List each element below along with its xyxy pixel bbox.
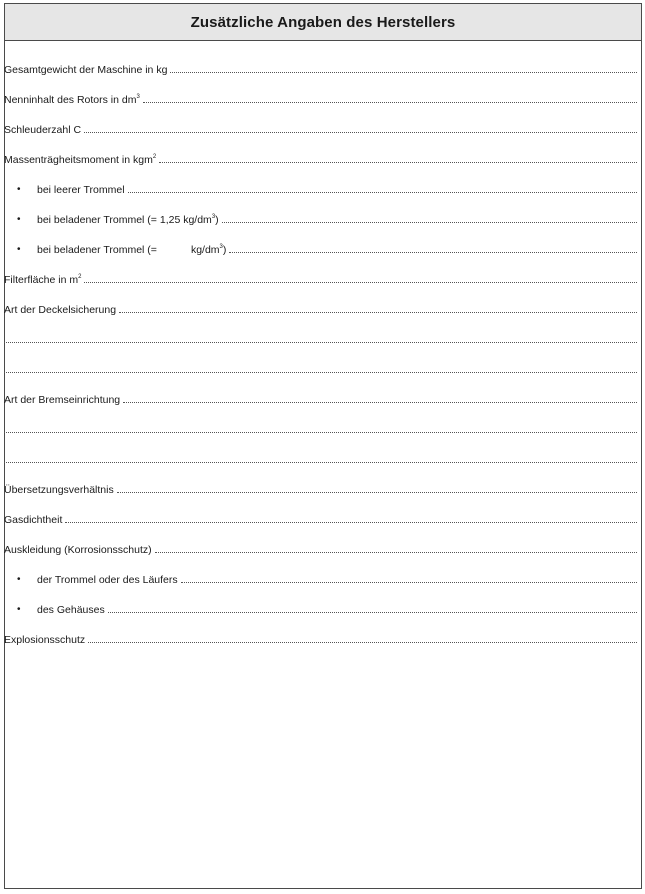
- field-deckelsicherung-continued[interactable]: [4, 330, 637, 346]
- field-label: bei leerer Trommel: [37, 184, 125, 196]
- field-bremseinrichtung-continued[interactable]: [4, 420, 637, 436]
- field-bremseinrichtung[interactable]: [4, 390, 637, 406]
- fill-line[interactable]: [119, 311, 637, 313]
- field-beladene-trommel-2[interactable]: [17, 240, 637, 256]
- fill-line[interactable]: [181, 581, 637, 583]
- field-label: Schleuderzahl C: [4, 124, 82, 136]
- fill-line[interactable]: [65, 521, 637, 523]
- field-label: Art der Deckelsicherung: [4, 304, 117, 316]
- form-title: Zusätzliche Angaben des Herstellers: [190, 13, 456, 31]
- field-uebersetzung[interactable]: [4, 480, 637, 496]
- bullet-icon: •: [17, 604, 21, 615]
- field-nenninhalt[interactable]: [4, 90, 637, 106]
- field-label: bei beladener Trommel (= 1,25 $kg/dm^3$): [37, 214, 219, 226]
- field-gasdichtheit[interactable]: [4, 510, 637, 526]
- field-gesamtgewicht[interactable]: [4, 60, 637, 76]
- bullet-icon: •: [17, 574, 21, 585]
- fill-line[interactable]: [108, 611, 637, 613]
- field-label: Gasdichtheit: [4, 514, 63, 526]
- fill-line[interactable]: [4, 461, 637, 463]
- field-filterflaeche[interactable]: [4, 270, 637, 286]
- field-label: Gesamtgewicht der Maschine in kg: [4, 64, 168, 76]
- bullet-icon: •: [17, 184, 21, 195]
- field-label: Art der Bremseinrichtung: [4, 394, 121, 406]
- field-beladene-trommel-1[interactable]: [17, 210, 637, 226]
- field-label: Auskleidung (Korrosionsschutz): [4, 544, 152, 556]
- field-leere-trommel[interactable]: [17, 180, 637, 196]
- fill-line[interactable]: [84, 131, 637, 133]
- field-schleuderzahl[interactable]: [4, 120, 637, 136]
- fill-line[interactable]: [155, 551, 637, 553]
- field-gehaeuse[interactable]: [17, 600, 637, 616]
- field-label: Übersetzungsverhältnis: [4, 484, 114, 496]
- fill-line[interactable]: [4, 341, 637, 343]
- fill-line[interactable]: [170, 71, 637, 73]
- field-label: bei beladener Trommel (= $kg/dm^3$): [37, 244, 227, 256]
- form-header: [5, 4, 641, 41]
- field-label: Massenträgheitsmoment in kgm$^2$: [4, 154, 157, 166]
- bullet-icon: •: [17, 214, 21, 225]
- fill-line[interactable]: [123, 401, 637, 403]
- fill-line[interactable]: [229, 251, 637, 253]
- field-label: Explosionsschutz: [4, 634, 86, 646]
- field-deckelsicherung[interactable]: [4, 300, 637, 316]
- field-explosionsschutz[interactable]: [4, 630, 637, 646]
- fill-line[interactable]: [88, 641, 637, 643]
- fill-line[interactable]: [159, 161, 637, 163]
- field-label: Nenninhalt des Rotors in $dm^3$: [4, 94, 140, 106]
- fill-line[interactable]: [117, 491, 637, 493]
- field-bremseinrichtung-continued[interactable]: [4, 450, 637, 466]
- field-label: der Trommel oder des Läufers: [37, 574, 178, 586]
- fill-line[interactable]: [143, 101, 637, 103]
- field-label: des Gehäuses: [37, 604, 105, 616]
- fill-line[interactable]: [128, 191, 637, 193]
- field-massentraegheit[interactable]: [4, 150, 637, 166]
- field-deckelsicherung-continued[interactable]: [4, 360, 637, 376]
- bullet-icon: •: [17, 244, 21, 255]
- fill-line[interactable]: [4, 431, 637, 433]
- field-label: Filterfläche in $m^2$: [4, 274, 82, 286]
- fill-line[interactable]: [222, 221, 637, 223]
- field-auskleidung[interactable]: [4, 540, 637, 556]
- field-trommel-laeufer[interactable]: [17, 570, 637, 586]
- fill-line[interactable]: [4, 371, 637, 373]
- fill-line[interactable]: [84, 281, 637, 283]
